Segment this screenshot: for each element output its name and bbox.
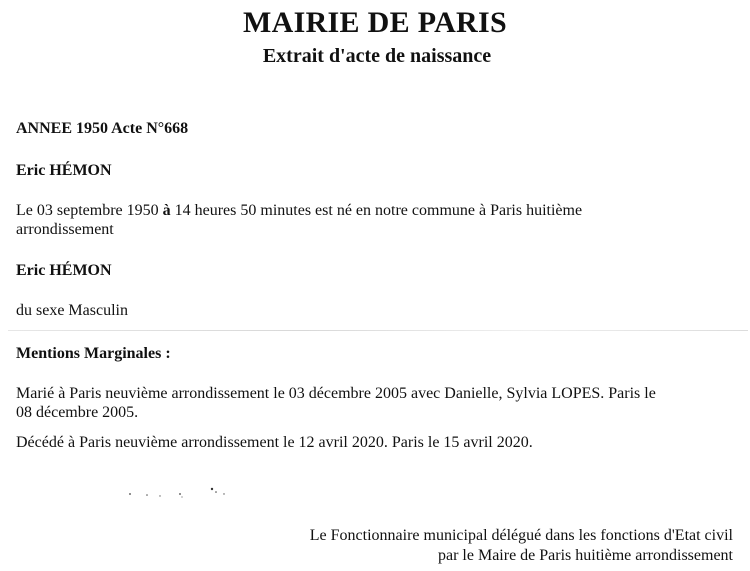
birth-text-line2: arrondissement	[16, 221, 114, 238]
marriage-mention	[16, 384, 656, 422]
paper-fold-line	[8, 330, 748, 331]
document-subtitle: Extrait d'acte de naissance	[262, 45, 492, 67]
marriage-line1: Marié à Paris neuvième arrondissement le 03 décembre 2005 avec Danielle, Sylvia LOPES. Paris le	[16, 385, 656, 402]
act-reference: ANNEE 1950 Acte N°668	[16, 120, 189, 137]
signature-line-2: par le Maire de Paris huitième arrondissement	[437, 547, 733, 564]
death-mention: Décédé à Paris neuvième arrondissement le 12 avril 2020. Paris le 15 avril 2020.	[16, 434, 533, 451]
document-title: MAIRIE DE PARIS	[243, 6, 507, 39]
birth-text-rest: 14 heures 50 minutes est né en notre commune à Paris huitième	[170, 202, 583, 219]
mentions-heading: Mentions Marginales :	[16, 345, 171, 362]
birth-text-start: Le 03 septembre 1950	[16, 202, 163, 219]
sex-statement: du sexe Masculin	[16, 302, 128, 319]
birth-statement	[16, 201, 582, 239]
birth-text-emphasis: à	[162, 202, 171, 219]
person-name: Eric HÉMON	[16, 162, 112, 179]
person-name-repeat: Eric HÉMON	[16, 262, 112, 279]
ink-specks-decoration	[120, 484, 240, 500]
marriage-line2: 08 décembre 2005.	[16, 404, 139, 421]
signature-line-1: Le Fonctionnaire municipal délégué dans les fonctions d'Etat civil	[309, 527, 733, 544]
